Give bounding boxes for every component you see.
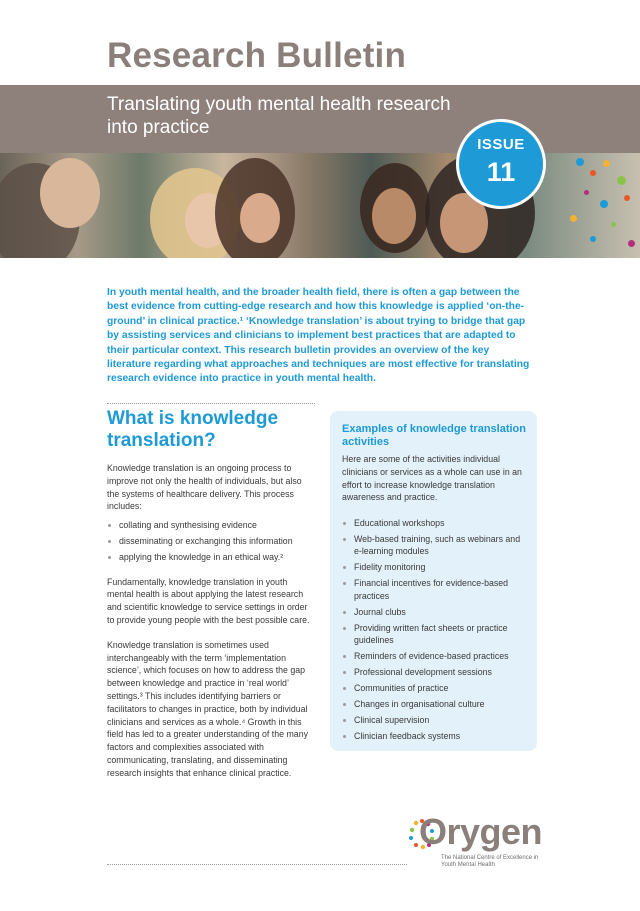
list-item: collating and synthesising evidence	[107, 519, 315, 532]
intro-paragraph: In youth mental health, and the broader health field, there is often a gap between the best evidence from cutting-edge research and how this knowledge is applied ‘on-the-ground’ in clinical practice.¹ ‘Knowledge translation’ is about trying to bridge that gap by assisting services and clinicians to implement best practices that are adapted to their particular context. This research bulletin provides an overview of the key literature regarding what approaches and techniques are most effective for translating research evidence into practice in youth mental health.	[107, 287, 530, 385]
section-divider	[107, 403, 315, 404]
list-item: Changes in organisational culture	[342, 698, 527, 710]
logo-tagline: The National Centre of Excellence in Youth Mental Health	[441, 855, 539, 868]
sidebar-intro: Here are some of the activities individual clinicians or services as a whole can use in an effort to increase knowledge translation awareness and practice.	[342, 454, 522, 503]
examples-sidebar	[330, 411, 537, 751]
bulletin-title: Research Bulletin	[107, 36, 407, 75]
list-item: Clinical supervision	[342, 714, 527, 726]
list-item: Professional development sessions	[342, 666, 527, 678]
sidebar-heading: Examples of knowledge translation activities	[342, 423, 526, 448]
list-item: Financial incentives for evidence-based practices	[342, 577, 527, 602]
orygen-logo	[407, 811, 547, 875]
footer-divider	[107, 864, 407, 865]
list-item: Communities of practice	[342, 682, 527, 694]
issue-label: ISSUE	[477, 136, 525, 153]
issue-badge	[456, 119, 546, 209]
main-column	[107, 462, 315, 780]
paragraph-2: Fundamentally, knowledge translation in youth mental health is about applying the latest research and scientific knowledge to service settings in order to provide young people with the best possible care.	[107, 576, 310, 625]
list-item: Clinician feedback systems	[342, 730, 527, 742]
paragraph-3: Knowledge translation is sometimes used interchangeably with the term ‘implementation science’, which focuses on how to address the gap between knowledge and practice in ‘real world’ settings.³ This includes identifying barriers or facilitators to changes in practice, both by individual clinicians and services as a whole.⁴ Growth in this field has led to a greater understanding of the many factors and complexities associated with communicating, translating, and disseminating research insights that enhance clinical practice.	[107, 639, 308, 778]
list-item: Fidelity monitoring	[342, 561, 527, 573]
list-item: Journal clubs	[342, 606, 527, 618]
issue-number: 11	[486, 157, 516, 187]
list-item: Web-based training, such as webinars and e-learning modules	[342, 533, 527, 558]
section-heading: What is knowledge translation?	[107, 408, 279, 451]
examples-list	[342, 517, 527, 746]
process-list	[107, 519, 315, 563]
list-item: disseminating or exchanging this information	[107, 535, 315, 548]
list-item: Educational workshops	[342, 517, 527, 529]
bulletin-subtitle: Translating youth mental health research into practice	[107, 94, 451, 138]
logo-wordmark: Orygen	[419, 811, 543, 852]
list-item: applying the knowledge in an ethical way.²	[107, 551, 315, 564]
paragraph-1: Knowledge translation is an ongoing process to improve not only the health of individuals, but also the systems of healthcare delivery. This process includes:	[107, 463, 302, 512]
list-item: Reminders of evidence-based practices	[342, 650, 527, 662]
list-item: Providing written fact sheets or practice guidelines	[342, 622, 527, 647]
